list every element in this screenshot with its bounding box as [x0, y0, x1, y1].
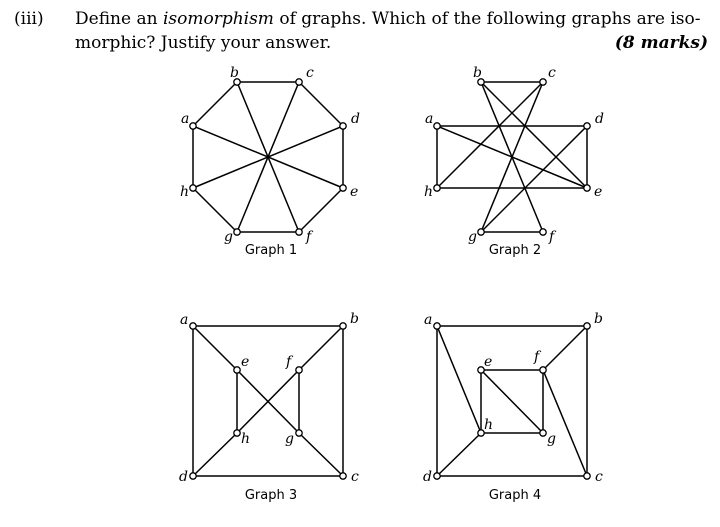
graph-4-vertex-label-e: e [484, 354, 493, 370]
graph-3-vertex-g [296, 430, 302, 436]
graph-4-vertex-label-h: h [484, 417, 494, 433]
graph-3-edge-g-c [299, 433, 343, 476]
graph-2-caption: Graph 2 [488, 243, 542, 258]
graph-1-vertex-label-b: b [230, 65, 239, 81]
graph-1-vertex-g [234, 229, 240, 235]
graph-1-vertex-label-h: h [180, 184, 190, 200]
graph-1-vertex-h [190, 185, 196, 191]
graph-1 [180, 65, 360, 258]
graph-1-vertex-c [296, 79, 302, 85]
graph-3-caption: Graph 3 [244, 488, 298, 503]
graph-2-vertex-f [540, 229, 546, 235]
graph-4-vertex-label-g: g [547, 431, 556, 447]
graph-1-vertex-label-f: f [306, 229, 312, 245]
graph-2-vertex-label-e: e [594, 184, 603, 200]
graph-3-vertex-f [296, 367, 302, 373]
graph-4-vertex-label-c: c [595, 469, 603, 485]
graph-3 [179, 311, 359, 503]
graph-3-edge-b-f [299, 326, 343, 370]
graph-2-edge-b-e [481, 82, 587, 188]
question-text-line2: morphic? Justify your answer. [75, 33, 332, 53]
graph-1-vertex-e [340, 185, 346, 191]
graph-4-vertex-label-b: b [594, 311, 603, 327]
graph-3-vertex-d [190, 473, 196, 479]
graph-4-edge-b-f [543, 326, 587, 370]
graph-3-edge-h-d [193, 433, 237, 476]
question-text-post: of graphs. Which of the following graphs are iso- [273, 9, 701, 29]
graph-3-vertex-e [234, 367, 240, 373]
graph-4-vertex-g [540, 430, 546, 436]
graph-4-vertex-label-d: d [423, 469, 432, 485]
isomorphism-term: isomorphism [162, 9, 274, 29]
graph-1-vertex-label-g: g [224, 229, 233, 245]
graph-2-edge-d-g [481, 126, 587, 232]
graph-4-edge-d-h [437, 433, 481, 476]
graph-3-vertex-label-d: d [179, 469, 188, 485]
graph-3-vertex-label-a: a [180, 312, 189, 328]
graph-4-vertex-b [584, 323, 590, 329]
graph-1-caption: Graph 1 [244, 243, 298, 258]
graph-1-vertex-label-e: e [350, 184, 359, 200]
graph-4-vertex-c [584, 473, 590, 479]
graph-4-caption: Graph 4 [488, 488, 542, 503]
graph-1-vertex-f [296, 229, 302, 235]
question-text-pre: Define an [75, 9, 163, 29]
graph-1-edge-g-h [193, 188, 237, 232]
marks-label: (8 marks) [614, 33, 708, 53]
graph-3-vertex-label-c: c [351, 469, 359, 485]
graph-2-vertex-label-h: h [424, 184, 434, 200]
graph-3-edge-a-e [193, 326, 237, 370]
graph-4-vertex-f [540, 367, 546, 373]
graph-4 [423, 311, 603, 503]
graph-3-vertex-c [340, 473, 346, 479]
question-number: (iii) [14, 9, 44, 29]
graph-3-vertex-h [234, 430, 240, 436]
graph-2-vertex-d [584, 123, 590, 129]
graph-2-vertex-g [478, 229, 484, 235]
graph-1-vertex-label-c: c [306, 65, 314, 81]
graph-3-vertex-label-b: b [350, 311, 359, 327]
graph-1-vertex-label-a: a [181, 111, 190, 127]
graph-1-vertex-a [190, 123, 196, 129]
graph-1-vertex-d [340, 123, 346, 129]
graph-4-vertex-d [434, 473, 440, 479]
graph-2-vertex-h [434, 185, 440, 191]
graph-4-edge-f-c [543, 370, 587, 476]
graph-4-edge-a-h [437, 326, 481, 433]
graph-4-vertex-label-f: f [534, 349, 540, 365]
graph-1-edge-a-b [193, 82, 237, 126]
graph-2-vertex-label-d: d [595, 111, 604, 127]
graph-1-edge-c-d [299, 82, 343, 126]
graph-2-vertex-c [540, 79, 546, 85]
graph-3-vertex-label-f: f [286, 354, 292, 370]
graph-4-vertex-a [434, 323, 440, 329]
graph-2-edge-c-h [437, 82, 543, 188]
graph-2-vertex-label-a: a [425, 111, 434, 127]
graph-3-vertex-a [190, 323, 196, 329]
graph-3-vertex-b [340, 323, 346, 329]
graph-2-vertex-label-b: b [473, 65, 482, 81]
graph-1-edge-e-f [299, 188, 343, 232]
graph-1-vertex-label-d: d [351, 111, 360, 127]
graph-3-vertex-label-h: h [241, 431, 251, 447]
graph-2-vertex-e [584, 185, 590, 191]
graph-2 [424, 65, 604, 258]
graph-2-vertex-a [434, 123, 440, 129]
graph-2-vertex-label-c: c [548, 65, 556, 81]
graph-3-vertex-label-e: e [241, 354, 250, 370]
graph-3-vertex-label-g: g [285, 431, 294, 447]
graph-2-vertex-label-f: f [549, 229, 555, 245]
graph-4-vertex-label-a: a [424, 312, 433, 328]
graph-2-vertex-label-g: g [468, 229, 477, 245]
